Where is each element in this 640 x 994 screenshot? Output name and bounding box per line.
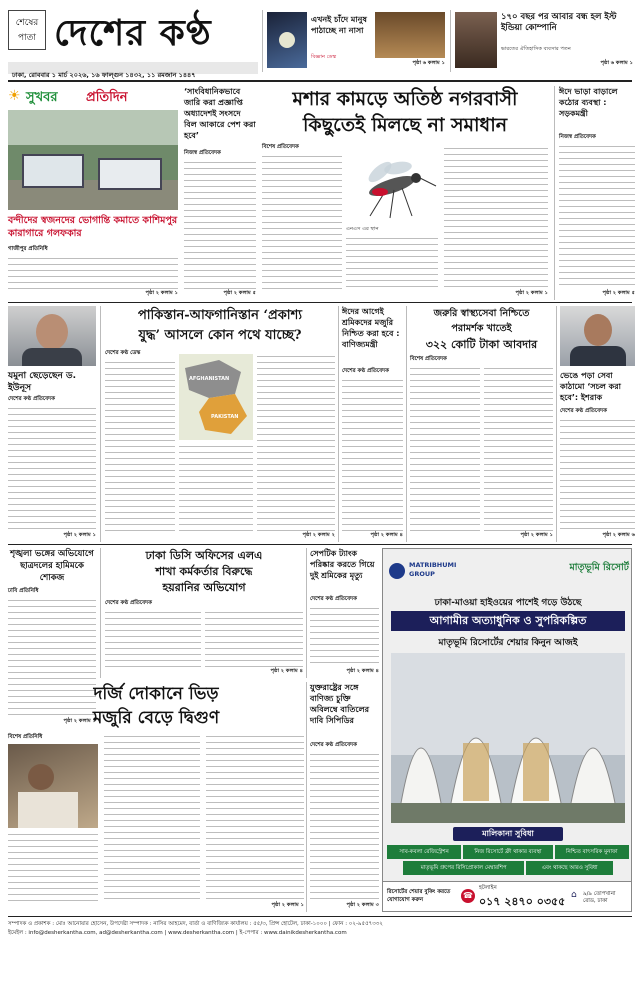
masthead-rule	[8, 80, 632, 82]
tailor-story[interactable]	[8, 682, 304, 912]
lead-headline-line1: মশার কামড়ে অতিষ্ঠ নগরবাসী	[292, 88, 518, 110]
ishrak-headline: ভেঙে পড়া সেবা কাঠামো ‘সচল করা হবে’: ইশরাক	[560, 371, 621, 402]
ad-line3: মাতৃভূমি রিসোর্টের শেয়ার কিনুন আজই	[438, 638, 578, 648]
sukhbor-headline: বন্দীদের স্বজনদের ভোগান্তি কমাতে কাশিমপুর কারাগারে গলফকার	[8, 215, 178, 239]
pakistan-headline-line2: যুদ্ধ’ আসলে কোন পথে যাচ্ছে?	[138, 328, 302, 343]
ishrak-body	[560, 418, 635, 532]
dc-office-headline-line2: শাখা কর্মকর্তার বিরুদ্ধে	[155, 565, 253, 578]
yunus-photo	[8, 306, 96, 366]
lead-headline-line2: কিছুতেই মিলছে না সমাধান	[302, 114, 508, 136]
constitution-body	[184, 160, 256, 290]
tailor-photo	[8, 744, 98, 828]
teaser-east-india-page: পৃষ্ঠা ৬ কলাম ১	[600, 60, 633, 66]
teaser-nasa-sub: বিজ্ঞান ডেস্ক	[311, 54, 337, 60]
af-pak-map	[179, 354, 253, 440]
pakistan-page: পৃষ্ঠা ২ কলাম ২	[302, 532, 335, 538]
dc-office-body-col1	[105, 610, 201, 668]
health-page: পৃষ্ঠা ২ কলাম ১	[520, 532, 553, 538]
yunus-story[interactable]	[8, 306, 96, 542]
yunus-byline: দেশের কণ্ঠ প্রতিবেদক	[8, 396, 55, 402]
footer-rule	[8, 916, 632, 917]
row1-rule	[8, 302, 632, 303]
tailor-body-col1	[8, 832, 98, 902]
pakistan-story[interactable]	[100, 306, 334, 542]
dc-office-headline-line3: হয়রানির অভিযোগ	[162, 581, 246, 594]
map-label-pakistan: PAKISTAN	[211, 414, 239, 420]
benefit-1: সাব-কবলা রেজিস্ট্রেশন	[387, 845, 461, 859]
rent-story[interactable]	[554, 86, 634, 300]
yunus-headline: যমুনা ছেড়েছেন ড. ইউনূস	[8, 371, 77, 393]
rent-headline: ঈদে ভাড়া বাড়ালে কঠোর ব্যবস্থা : সড়কমন্ত্রী	[559, 87, 618, 118]
sukhbor-brand2: প্রতিদিন	[86, 90, 128, 105]
eid-salary-story[interactable]	[338, 306, 402, 542]
health-body-col1	[410, 366, 480, 532]
map-icon	[179, 354, 253, 440]
rent-byline: নিজস্ব প্রতিবেদক	[559, 134, 596, 140]
us-trade-body	[310, 752, 379, 902]
lead-body-col1	[262, 154, 342, 290]
benefits-title	[453, 827, 563, 841]
health-headline-line2: পরামর্শক খাতেই	[451, 323, 512, 334]
row2-rule	[8, 544, 632, 545]
hamim-byline: ঢাবি প্রতিনিধি	[8, 588, 39, 594]
benefit-5: এবং থাকছে আরও সুবিধা	[526, 861, 613, 875]
lead-body-col3	[444, 146, 548, 290]
septic-body	[310, 606, 379, 668]
sukhbor-page: পৃষ্ঠা ২ কলাম ১	[145, 290, 178, 296]
sukhbor-section[interactable]	[8, 86, 178, 300]
health-story[interactable]	[406, 306, 552, 542]
us-trade-story[interactable]	[306, 682, 378, 912]
tailor-body-col2	[104, 734, 200, 902]
hotline-number[interactable]: ০১৭ ২৪৭০ ০৩৫৫	[479, 895, 566, 908]
ad-line1: ঢাকা-মাওয়া হাইওয়ের পাশেই গড়ে উঠছে	[434, 598, 582, 608]
pakistan-body-col1	[105, 360, 175, 532]
constitution-byline: নিজস্ব প্রতিবেদক	[184, 150, 221, 156]
sukhbor-body	[8, 256, 178, 290]
constitution-story[interactable]	[184, 86, 256, 300]
health-headline-line3: ৩২২ কোটি টাকা আবদার	[425, 338, 538, 351]
benefit-2: নিজ রিসোর্টে ফ্রী থাকার ব্যবস্থা	[463, 845, 552, 859]
ad-contact-bar	[383, 881, 631, 911]
pakistan-body-col2	[179, 444, 253, 532]
ishrak-photo	[560, 306, 635, 366]
lead-story[interactable]	[262, 86, 548, 300]
section-tag-line1: শেষের	[15, 18, 39, 28]
teaser-nasa-page: পৃষ্ঠা ৬ কলাম ১	[412, 60, 445, 66]
ishrak-page: পৃষ্ঠা ২ কলাম ৬	[602, 532, 635, 538]
newspaper-title[interactable]: দেশের কণ্ঠ	[54, 12, 212, 54]
map-label-afghanistan: AFGHANISTAN	[189, 376, 230, 382]
phone-icon: ☎	[461, 889, 475, 903]
tailor-headline-line2: মজুরি বেড়ে দ্বিগুণ	[92, 708, 220, 728]
yunus-page: পৃষ্ঠা ২ কলাম ১	[63, 532, 96, 538]
golfcar-photo	[8, 110, 178, 210]
hamim-headline: শৃঙ্খলা ভঙ্গের অভিযোগে ছাত্রদলের হামিমকে শোকজ	[10, 549, 94, 583]
teaser-east-india-sub: ভারতের ঐতিহাসিক ব্যবসার পতন	[501, 46, 571, 52]
nasa-photo	[267, 12, 307, 68]
teaser-nasa-headline: এখনই চাঁদে মানুষ পাঠাচ্ছে না নাসা	[311, 15, 367, 35]
constitution-page: পৃষ্ঠা ২ কলাম ৫	[223, 290, 256, 296]
pakistan-byline: দেশের কণ্ঠ ডেস্ক	[105, 350, 141, 356]
tailor-headline-line1: দর্জি দোকানে ভিড়	[93, 684, 219, 704]
yunus-body	[8, 406, 96, 530]
imprint-footer	[8, 920, 632, 944]
constitution-headline: ‘সাংবিধানিকভাবে জারি করা প্রজ্ঞাপ্তি অধ্যাদেশই সংসদে বিল আকারে পেশ করা হবে’	[184, 87, 256, 140]
hotline-label: হটলাইন	[479, 885, 497, 891]
us-trade-page: পৃষ্ঠা ২ কলাম ৩	[346, 902, 379, 908]
ad-address: ৯/৯ তোপখানা রোড, ঢাকা	[583, 891, 616, 904]
septic-byline: দেশের কণ্ঠ প্রতিবেদক	[310, 596, 357, 602]
lead-photo-caption: এনএস এর স্থান	[346, 226, 379, 232]
ishrak-byline: দেশের কণ্ঠ প্রতিবেদক	[560, 408, 607, 414]
benefits-row1	[387, 845, 629, 859]
dc-office-body-col2	[205, 610, 303, 668]
booking-label: রিসোর্টের শেয়ার বুকিং করতে যোগাযোগ করুন	[387, 889, 451, 903]
teaser-east-india-headline: ১৭০ বছর পর আবার বন্ধ হল ইস্ট ইন্ডিয়া কোম্পানি	[501, 12, 617, 33]
benefit-4: মাতৃভূমি গ্রুপের রিসিপ্রোকাল মেম্বারশিপ	[403, 861, 524, 875]
masthead	[0, 0, 640, 80]
lead-page: পৃষ্ঠা ২ কলাম ১	[515, 290, 548, 296]
nasa-photo-2	[375, 12, 445, 58]
dateline	[8, 62, 258, 79]
tailor-page: পৃষ্ঠা ২ কলাম ১	[271, 902, 304, 908]
sukhbor-byline: গাজীপুর প্রতিনিধি	[8, 246, 48, 252]
us-trade-byline: দেশের কণ্ঠ প্রতিবেদক	[310, 742, 357, 748]
ishrak-story[interactable]	[556, 306, 634, 542]
eid-salary-page: পৃষ্ঠা ২ কলাম ৪	[370, 532, 403, 538]
location-icon: ⌂	[571, 890, 577, 900]
ad-brand-right: মাতৃভূমি রিসোর্ট	[569, 562, 629, 573]
septic-headline: সেপটিক ট্যাংক পরিষ্কার করতে গিয়ে দুই শ্রমিকের মৃত্যু	[310, 549, 375, 580]
dc-office-byline: দেশের কণ্ঠ প্রতিবেদক	[105, 600, 152, 606]
tailor-body-col3	[206, 734, 304, 902]
lead-body-col2	[346, 236, 438, 290]
benefit-3: নিশ্চিত বাৎসরিক মুনাফা	[555, 845, 629, 859]
health-byline: বিশেষ প্রতিবেদক	[410, 356, 447, 362]
benefits-title-text: মালিকানা সুবিধা	[482, 829, 534, 838]
dc-office-headline-line1: ঢাকা ডিসি অফিসের এলএ	[145, 549, 263, 562]
teaser-east-india[interactable]	[450, 10, 634, 72]
tailor-byline: বিশেষ প্রতিনিধি	[8, 734, 43, 740]
mosquito-illustration	[346, 146, 438, 224]
septic-story[interactable]	[306, 548, 378, 678]
resort-building-illustration	[391, 653, 625, 823]
sun-icon: ☀	[8, 88, 21, 104]
dc-office-page: পৃষ্ঠা ২ কলাম ৪	[270, 668, 303, 674]
matribhumi-ad[interactable]	[382, 548, 632, 912]
dc-office-story[interactable]	[100, 548, 302, 678]
east-india-photo	[455, 12, 497, 68]
eid-salary-headline: ঈদের আগেই শ্রমিকদের মজুরি নিশ্চিত করা হবে : বাণিজ্যমন্ত্রী	[342, 307, 400, 349]
ad-logo-icon	[389, 563, 405, 579]
hamim-page: পৃষ্ঠা ২ কলাম ১	[63, 718, 96, 724]
dateline-text: ঢাকা, রোববার ১ মার্চ ২০২৬, ১৬ ফাল্গুন ১৪৩২, ১১ রমজান ১৪৪৭	[12, 71, 196, 79]
ad-logo-left	[389, 557, 469, 587]
lead-byline: বিশেষ প্রতিবেদক	[262, 144, 299, 150]
imprint-line2: ইমেইল : info@desherkantha.com, ad@desherkantha.com | www.desherkantha.com | ই-পেপার : www.dainikdesherkantha.com	[8, 930, 347, 936]
ad-line2	[391, 611, 625, 631]
health-body-col2	[484, 366, 553, 532]
pakistan-headline-line1: পাকিস্তান-আফগানিস্তান ‘প্রকাশ্য	[137, 308, 303, 323]
section-tag-line2: পাতা	[17, 33, 37, 43]
sukhbor-brand: সুখবর	[26, 90, 58, 105]
rent-page: পৃষ্ঠা ২ কলাম ৫	[602, 290, 635, 296]
teaser-nasa[interactable]	[262, 10, 447, 72]
imprint-line1: সম্পাদক ও প্রকাশক : মোঃ আনোয়ার হোসেন, উপদেষ্টা সম্পাদক : নাসির আহমেদ, বার্তা ও বাণিজ্যিক কার্যালয় : ৫৫/৩, প্রিন্স হোটেল, ঢাকা-১০০০ | ফোন : ০২-৯৫৫৭৩৩২	[8, 921, 383, 927]
mosquito-icon	[346, 146, 438, 224]
resort-render	[391, 653, 625, 823]
us-trade-headline: যুক্তরাষ্ট্রের সঙ্গে বাণিজ্য চুক্তি অবিলম্বে বাতিলের দাবি সিপিডির	[310, 683, 369, 725]
ad-line2-text: আগামীর অত্যাধুনিক ও সুপরিকল্পিত	[429, 614, 587, 627]
eid-salary-body	[342, 378, 403, 532]
benefits-row2	[403, 861, 613, 875]
sukhbor-banner	[8, 86, 178, 108]
pakistan-body-col3	[257, 354, 335, 532]
section-tag	[8, 10, 46, 50]
eid-salary-byline: দেশের কণ্ঠ প্রতিবেদক	[342, 368, 389, 374]
health-headline-line1: জরুরি স্বাস্থ্যসেবা নিশ্চিতে	[433, 308, 530, 319]
septic-page: পৃষ্ঠা ২ কলাম ৪	[346, 668, 379, 674]
rent-body	[559, 144, 635, 290]
ad-brand-left: MATRIBHUMI GROUP	[409, 561, 457, 578]
